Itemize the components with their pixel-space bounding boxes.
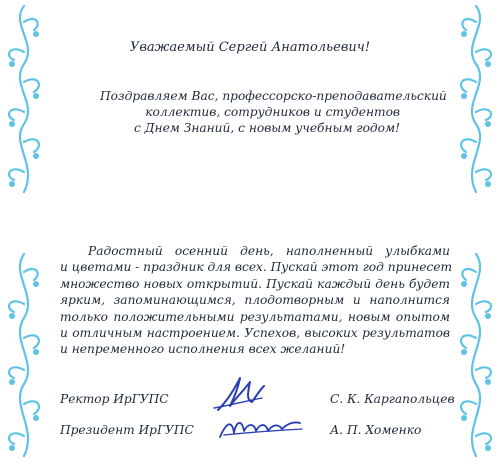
intro-paragraph (100, 88, 447, 136)
body-line: ярким, запоминающимся, плодотворным и наполнится (60, 293, 450, 308)
intro-line: Поздравляем Вас, профессорско-преподавательский (100, 89, 447, 103)
signer-title: Ректор ИрГУПС (60, 392, 169, 406)
signer-name: А. П. Хоменко (330, 423, 422, 437)
intro-line: коллектив, сотрудников и студентов (145, 105, 400, 119)
signer-title: Президент ИрГУПС (60, 423, 194, 437)
signature-row-president (0, 415, 500, 445)
body-line: и отличным настроением. Успехов, высоких результатов (60, 326, 450, 341)
salutation: Уважаемый Сергей Анатольевич! (129, 40, 371, 55)
body-line: и непременного исполнения всех желаний! (60, 342, 346, 357)
floral-ornament-top-left (2, 4, 46, 196)
greeting-body (60, 243, 453, 358)
signer-name: С. К. Каргапольцев (330, 392, 455, 406)
handwritten-signature-president (216, 413, 306, 443)
body-line: и цветами - праздник для всех. Пускай этот год принесет (60, 260, 453, 275)
intro-line: с Днем Знаний, с новым учебным годом! (133, 121, 400, 135)
floral-ornament-top-right (454, 4, 498, 196)
body-line: только положительными результатами, новым опытом (60, 309, 450, 324)
body-line: Радостный осенний день, наполненный улыбками (88, 244, 450, 258)
body-line: множество новых открытий. Пускай каждый день будет (60, 276, 450, 291)
signature-row-rector (0, 384, 500, 414)
handwritten-signature-rector (212, 372, 266, 414)
